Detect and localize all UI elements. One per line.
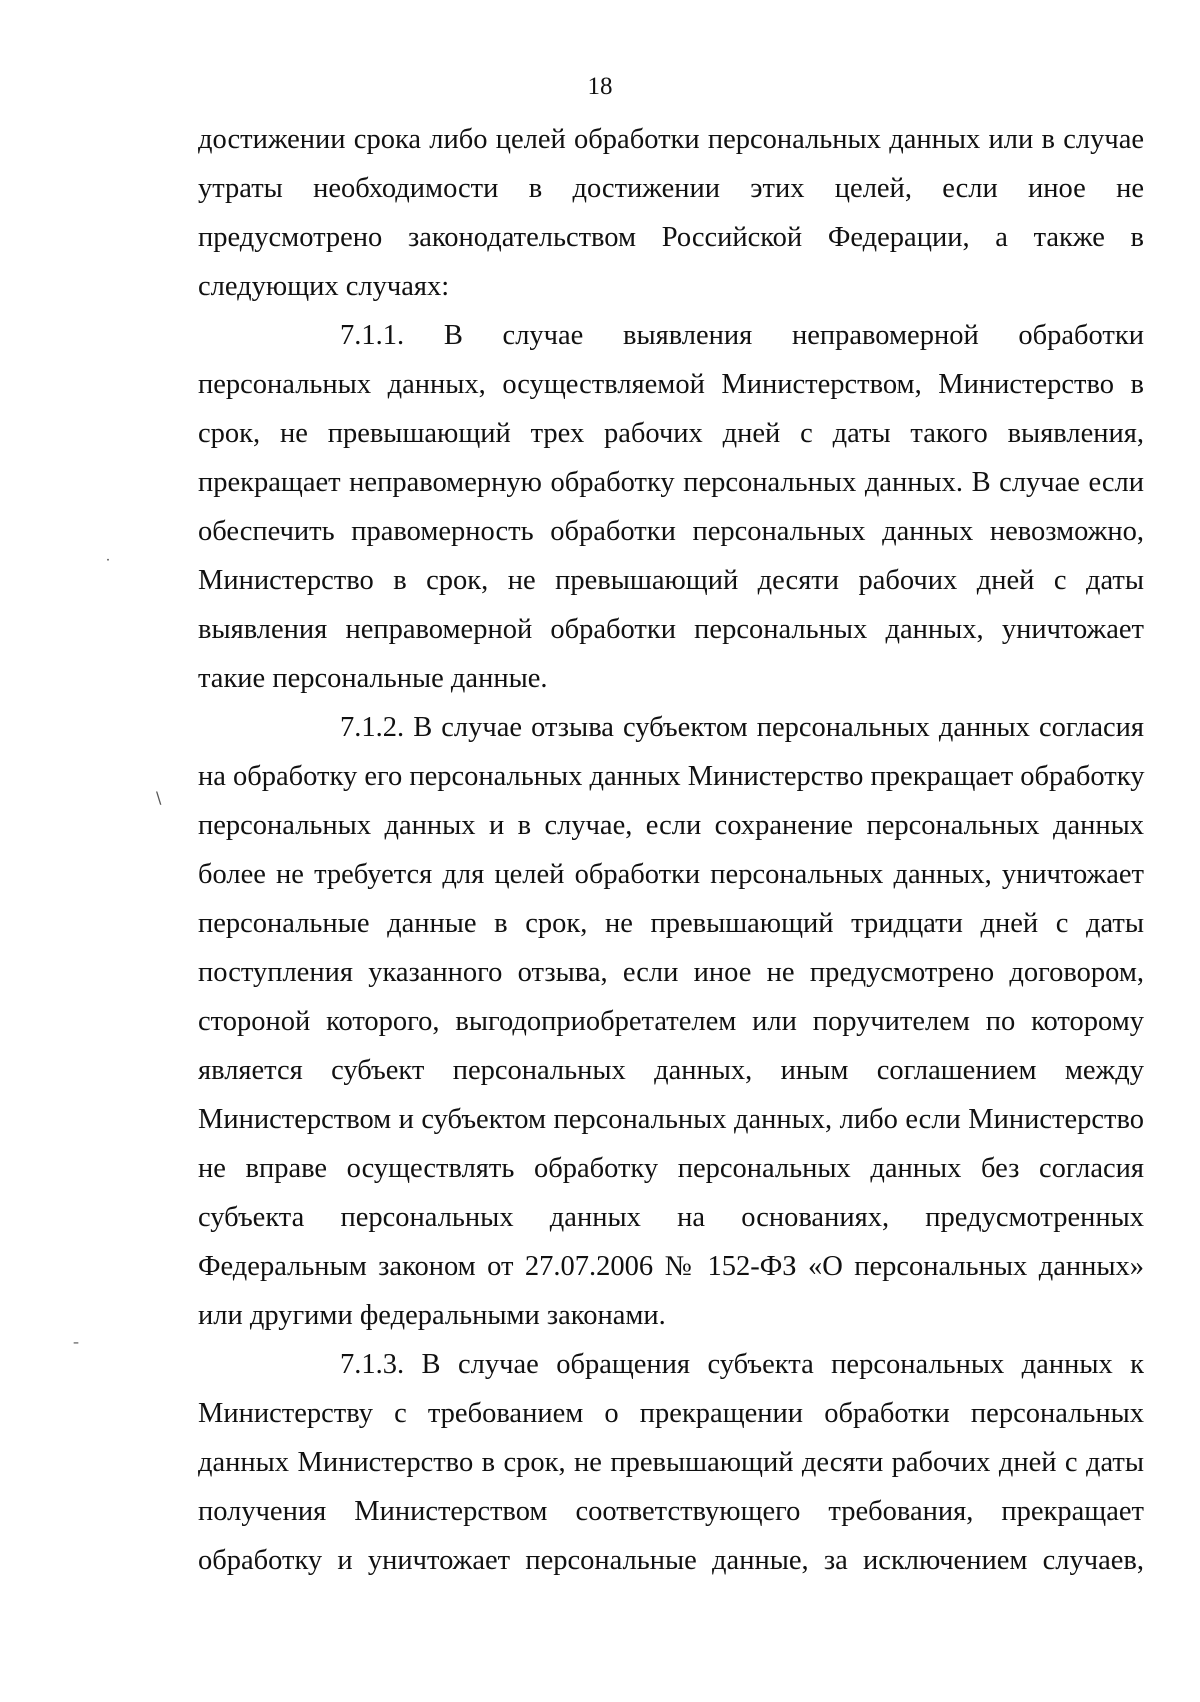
body-text (198, 115, 1144, 1585)
clause-7-1-3-first-line: 7.1.3. В случае обращения субъекта персональных данных к (340, 1349, 1144, 1380)
text-line: на обработку его персональных данных Министерство прекращает обработку (198, 761, 1145, 792)
text-line: срок, не превышающий трех рабочих дней с даты такого выявления, (198, 418, 1144, 449)
text-line: Министерством и субъектом персональных данных, либо если Министерство (198, 1104, 1144, 1135)
text-line: прекращает неправомерную обработку персональных данных. В случае если (198, 467, 1144, 498)
text-line: утраты необходимости в достижении этих целей, если иное не (198, 173, 1144, 204)
page-number: 18 (587, 73, 613, 100)
text-line: данных Министерство в срок, не превышающий десяти рабочих дней с даты (198, 1447, 1144, 1478)
text-line: следующих случаях: (198, 271, 450, 302)
text-line: субъекта персональных данных на основаниях, предусмотренных (198, 1202, 1144, 1233)
text-line: или другими федеральными законами. (198, 1300, 666, 1331)
text-line: предусмотрено законодательством Российской Федерации, а также в (198, 222, 1144, 253)
text-line: Министерству с требованием о прекращении обработки персональных (198, 1398, 1144, 1429)
text-line: Федеральным законом от 27.07.2006 № 152-ФЗ «О персональных данных» (198, 1251, 1144, 1282)
text-line: персональные данные в срок, не превышающий тридцати дней с даты (198, 908, 1144, 939)
scan-mark: \ (156, 788, 162, 807)
clause-7-1-2-first-line: 7.1.2. В случае отзыва субъектом персональных данных согласия (340, 712, 1144, 743)
text-line: такие персональные данные. (198, 663, 548, 694)
text-line: стороной которого, выгодоприобретателем или поручителем по которому (198, 1006, 1144, 1037)
text-line: обеспечить правомерность обработки персональных данных невозможно, (198, 516, 1144, 547)
text-line: получения Министерством соответствующего требования, прекращает (198, 1496, 1144, 1527)
text-line: поступления указанного отзыва, если иное не предусмотрено договором, (198, 957, 1144, 988)
text-line: Министерство в срок, не превышающий десяти рабочих дней с даты (198, 565, 1144, 596)
text-line: не вправе осуществлять обработку персональных данных без согласия (198, 1153, 1144, 1184)
text-line: является субъект персональных данных, иным соглашением между (198, 1055, 1144, 1086)
text-line: обработку и уничтожает персональные данные, за исключением случаев, (198, 1545, 1144, 1576)
text-line: более не требуется для целей обработки персональных данных, уничтожает (198, 859, 1144, 890)
scan-mark: ˙ (104, 556, 112, 575)
text-line: персональных данных и в случае, если сохранение персональных данных (198, 810, 1144, 841)
text-line: персональных данных, осуществляемой Министерством, Министерство в (198, 369, 1144, 400)
scan-mark: ˍ (72, 1326, 80, 1345)
text-line: выявления неправомерной обработки персональных данных, уничтожает (198, 614, 1144, 645)
text-line: достижении срока либо целей обработки персональных данных или в случае (198, 124, 1144, 155)
clause-7-1-1-first-line: 7.1.1. В случае выявления неправомерной обработки (340, 320, 1144, 351)
